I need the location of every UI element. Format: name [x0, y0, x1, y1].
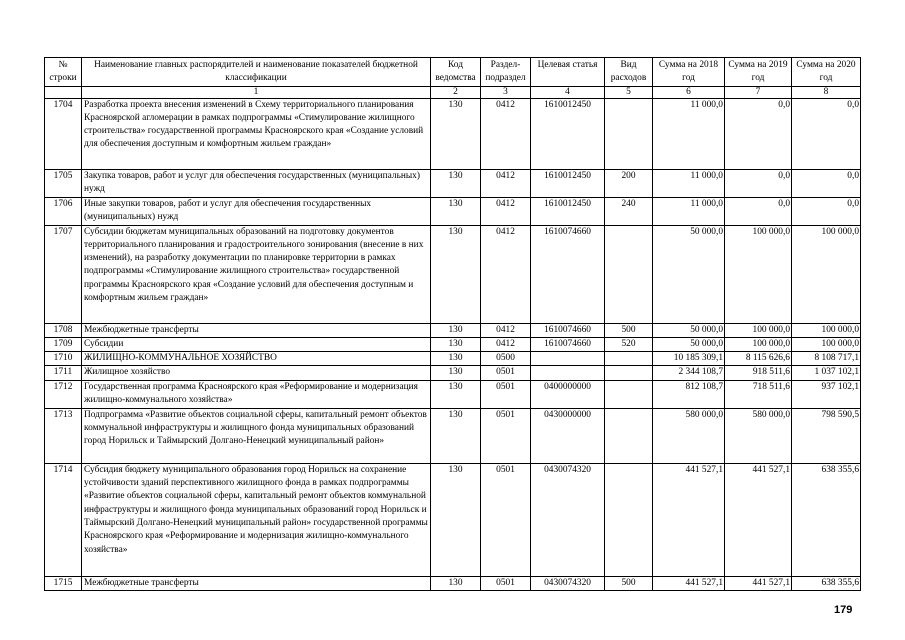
department-code-cell: 130 [431, 463, 481, 576]
row-number-cell: 1705 [45, 169, 82, 197]
department-code-cell: 130 [431, 169, 481, 197]
column-number: 4 [531, 86, 605, 98]
header-sum-2019: Сумма на 2019 год [725, 58, 792, 87]
table-row [45, 225, 861, 323]
sum-2019-cell: 718 511,6 [725, 380, 792, 408]
section-cell: 0501 [481, 576, 531, 590]
sum-2018-cell: 11 000,0 [653, 197, 725, 225]
table-row [45, 323, 861, 337]
department-code-cell: 130 [431, 366, 481, 380]
row-number-cell: 1708 [45, 323, 82, 337]
department-code-cell: 130 [431, 323, 481, 337]
page-number: 179 [834, 604, 853, 616]
expense-type-cell [605, 380, 653, 408]
sum-2020-cell: 1 037 102,1 [792, 366, 861, 380]
sum-2020-cell: 0,0 [792, 98, 861, 169]
target-article-cell: 1610012450 [531, 197, 605, 225]
sum-2018-cell: 2 344 108,7 [653, 366, 725, 380]
table-row [45, 576, 861, 590]
column-number: 7 [725, 86, 792, 98]
row-number-cell: 1715 [45, 576, 82, 590]
expense-type-cell [605, 225, 653, 323]
expense-type-cell: 240 [605, 197, 653, 225]
sum-2020-cell: 8 108 717,1 [792, 352, 861, 366]
row-number-cell: 1706 [45, 197, 82, 225]
header-expense-type: Вид расходов [605, 58, 653, 87]
sum-2019-cell: 100 000,0 [725, 337, 792, 351]
section-cell: 0412 [481, 98, 531, 169]
header-department-code: Код ведомства [431, 58, 481, 87]
section-cell: 0412 [481, 197, 531, 225]
section-cell: 0501 [481, 408, 531, 463]
section-cell: 0412 [481, 337, 531, 351]
sum-2020-cell: 798 590,5 [792, 408, 861, 463]
department-code-cell: 130 [431, 337, 481, 351]
row-number-cell: 1711 [45, 366, 82, 380]
header-row-number: № строки [45, 58, 82, 87]
column-number-blank [45, 86, 82, 98]
expense-type-cell [605, 366, 653, 380]
target-article-cell [531, 352, 605, 366]
section-cell: 0412 [481, 323, 531, 337]
header-name: Наименование главных распорядителей и наименование показателей бюджетной классификации [82, 58, 431, 87]
row-number-cell: 1707 [45, 225, 82, 323]
row-name-cell: Субсидии [82, 337, 431, 351]
sum-2018-cell: 812 108,7 [653, 380, 725, 408]
expense-type-cell: 500 [605, 323, 653, 337]
target-article-cell: 1610074660 [531, 225, 605, 323]
row-number-cell: 1710 [45, 352, 82, 366]
sum-2020-cell: 638 355,6 [792, 463, 861, 576]
sum-2019-cell: 100 000,0 [725, 323, 792, 337]
target-article-cell [531, 366, 605, 380]
sum-2020-cell: 0,0 [792, 169, 861, 197]
sum-2019-cell: 441 527,1 [725, 463, 792, 576]
department-code-cell: 130 [431, 380, 481, 408]
header-sum-2020: Сумма на 2020 год [792, 58, 861, 87]
table-row [45, 337, 861, 351]
row-number-cell: 1712 [45, 380, 82, 408]
sum-2018-cell: 441 527,1 [653, 576, 725, 590]
sum-2020-cell: 937 102,1 [792, 380, 861, 408]
table-body [45, 98, 861, 590]
column-number: 2 [431, 86, 481, 98]
row-number-cell: 1714 [45, 463, 82, 576]
row-name-cell: Субсидия бюджету муниципального образования город Норильск на сохранение устойчивости зданий перспективного жилищного фонда в рамках подпрограммы «Развитие объектов социальной сферы, капитальный ремонт объектов коммунальной инфраструктуры и жилищного фонда муниципальных образований город Норильск и Таймырский Долгано-Ненецкий муниципальный район» государственной программы Красноярского края «Реформирование и модернизация жилищно-коммунального хозяйства» [82, 463, 431, 576]
row-name-cell: Подпрограмма «Развитие объектов социальной сферы, капитальный ремонт объектов коммунальной инфраструктуры и жилищного фонда муниципальных образований город Норильск и Таймырский Долгано-Ненецкий муниципальный район» [82, 408, 431, 463]
expense-type-cell [605, 408, 653, 463]
header-target-article: Целевая статья [531, 58, 605, 87]
sum-2020-cell: 638 355,6 [792, 576, 861, 590]
sum-2019-cell: 441 527,1 [725, 576, 792, 590]
column-number: 5 [605, 86, 653, 98]
expense-type-cell: 200 [605, 169, 653, 197]
row-name-cell: Государственная программа Красноярского края «Реформирование и модернизация жилищно-коммунального хозяйства» [82, 380, 431, 408]
department-code-cell: 130 [431, 408, 481, 463]
row-name-cell: Разработка проекта внесения изменений в Схему территориального планирования Красноярской агломерации в рамках подпрограммы «Стимулирование жилищного строительства» государственной программы Красноярского края «Создание условий для обеспечения доступным и комфортным жильем граждан» [82, 98, 431, 169]
sum-2018-cell: 10 185 309,1 [653, 352, 725, 366]
sum-2019-cell: 580 000,0 [725, 408, 792, 463]
row-name-cell: Межбюджетные трансферты [82, 576, 431, 590]
target-article-cell: 0430000000 [531, 408, 605, 463]
row-number-cell: 1709 [45, 337, 82, 351]
table-row [45, 366, 861, 380]
column-number-row [45, 86, 861, 98]
header-sum-2018: Сумма на 2018 год [653, 58, 725, 87]
department-code-cell: 130 [431, 352, 481, 366]
target-article-cell: 1610012450 [531, 98, 605, 169]
table-row [45, 169, 861, 197]
row-name-cell: ЖИЛИЩНО-КОММУНАЛЬНОЕ ХОЗЯЙСТВО [82, 352, 431, 366]
target-article-cell: 1610074660 [531, 323, 605, 337]
column-number: 1 [82, 86, 431, 98]
expense-type-cell: 520 [605, 337, 653, 351]
sum-2019-cell: 0,0 [725, 169, 792, 197]
sum-2018-cell: 50 000,0 [653, 225, 725, 323]
table-row [45, 197, 861, 225]
row-name-cell: Межбюджетные трансферты [82, 323, 431, 337]
target-article-cell: 1610074660 [531, 337, 605, 351]
column-number: 3 [481, 86, 531, 98]
table-row [45, 408, 861, 463]
target-article-cell: 0430074320 [531, 463, 605, 576]
row-name-cell: Субсидии бюджетам муниципальных образований на подготовку документов территориального планирования и градостроительного зонирования (внесение в них изменений), на разработку документации по планировке территории в рамках подпрограммы «Стимулирование жилищного строительства» государственной программы Красноярского края «Создание условий для обеспечения доступным и комфортным жильем граждан» [82, 225, 431, 323]
section-cell: 0412 [481, 169, 531, 197]
target-article-cell: 0400000000 [531, 380, 605, 408]
expense-type-cell [605, 98, 653, 169]
expense-type-cell [605, 463, 653, 576]
section-cell: 0501 [481, 366, 531, 380]
target-article-cell: 0430074320 [531, 576, 605, 590]
column-number: 8 [792, 86, 861, 98]
row-number-cell: 1713 [45, 408, 82, 463]
department-code-cell: 130 [431, 576, 481, 590]
sum-2019-cell: 8 115 626,6 [725, 352, 792, 366]
row-number-cell: 1704 [45, 98, 82, 169]
budget-table [44, 57, 861, 591]
section-cell: 0412 [481, 225, 531, 323]
section-cell: 0500 [481, 352, 531, 366]
sum-2020-cell: 0,0 [792, 197, 861, 225]
sum-2018-cell: 441 527,1 [653, 463, 725, 576]
sum-2020-cell: 100 000,0 [792, 225, 861, 323]
section-cell: 0501 [481, 463, 531, 576]
department-code-cell: 130 [431, 197, 481, 225]
expense-type-cell [605, 352, 653, 366]
row-name-cell: Закупка товаров, работ и услуг для обеспечения государственных (муниципальных) нужд [82, 169, 431, 197]
sum-2018-cell: 11 000,0 [653, 169, 725, 197]
sum-2019-cell: 100 000,0 [725, 225, 792, 323]
table-row [45, 380, 861, 408]
sum-2018-cell: 50 000,0 [653, 337, 725, 351]
sum-2018-cell: 11 000,0 [653, 98, 725, 169]
department-code-cell: 130 [431, 98, 481, 169]
sum-2018-cell: 50 000,0 [653, 323, 725, 337]
row-name-cell: Жилищное хозяйство [82, 366, 431, 380]
header-section: Раздел-подраздел [481, 58, 531, 87]
target-article-cell: 1610012450 [531, 169, 605, 197]
section-cell: 0501 [481, 380, 531, 408]
sum-2020-cell: 100 000,0 [792, 337, 861, 351]
department-code-cell: 130 [431, 225, 481, 323]
sum-2019-cell: 0,0 [725, 98, 792, 169]
sum-2018-cell: 580 000,0 [653, 408, 725, 463]
table-row [45, 463, 861, 576]
sum-2019-cell: 918 511,6 [725, 366, 792, 380]
table-row [45, 98, 861, 169]
column-number: 6 [653, 86, 725, 98]
sum-2020-cell: 100 000,0 [792, 323, 861, 337]
row-name-cell: Иные закупки товаров, работ и услуг для обеспечения государственных (муниципальных) нужд [82, 197, 431, 225]
sum-2019-cell: 0,0 [725, 197, 792, 225]
table-row [45, 352, 861, 366]
expense-type-cell: 500 [605, 576, 653, 590]
